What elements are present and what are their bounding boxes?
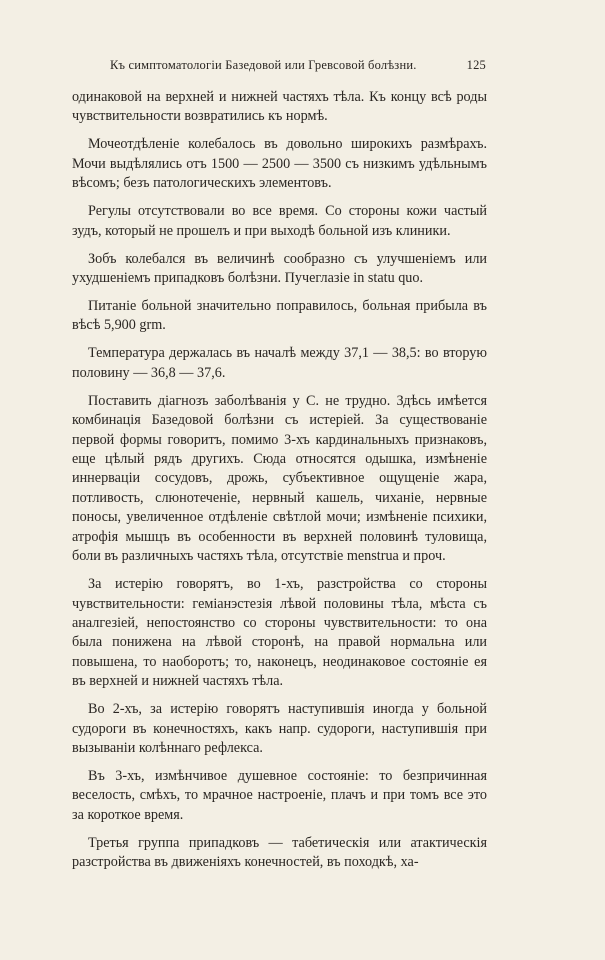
paragraph-hysteria-1: За истерію говорятъ, во 1-хъ, разстройства со стороны чувствительности: геміанэстезія лѣвой половины тѣла, мѣста съ аналгезіей, непостоянство со стороны чувствительности: то она была понижена на лѣвой сторонѣ, на правой нормальна или повышена, то наоборотъ; то, наконецъ, неодинаковое состояніе ея въ верхней и нижней частяхъ тѣла. <box>72 576 487 690</box>
paragraph-diagnosis: Поставить діагнозъ заболѣванія у С. не трудно. Здѣсь имѣется комбинація Базедовой болѣзни съ истеріей. За существованіе первой формы говоритъ, помимо 3-хъ кардинальныхъ признаковъ, еще цѣлый рядъ другихъ. Сюда относятся одышка, измѣненіе иннерваціи сосудовъ, дрожь, субъективное ощущеніе жара, потливость, слюнотеченіе, нервный кашель, чиханіе, нервные поносы, увеличенное отдѣленіе свѣтлой мочи; измѣненіе психики, атрофія мышцъ въ особенности въ верхней половинѣ туловища, боли въ различныхъ частяхъ тѣла, отсутствіе menstrua и проч. <box>72 392 487 565</box>
paragraph-nutrition: Питаніе больной значительно поправилось, больная прибыла въ вѣсѣ 5,900 grm. <box>72 298 487 334</box>
paragraph-urine: Мочеотдѣленіе колебалось въ довольно широкихъ размѣрахъ. Мочи выдѣлялись отъ 1500 — 2500 — 3500 съ низкимъ удѣльнымъ вѣсомъ; безъ патологическихъ элементовъ. <box>72 136 487 192</box>
paragraph-third-group: Третья группа припадковъ — табетическія или атактическія разстройства въ движеніяхъ конечностей, въ походкѣ, ха- <box>72 834 487 871</box>
paragraph-menses-skin: Регулы отсутствовали во все время. Со стороны кожи частый зудъ, который не прошелъ и при выходѣ больной изъ клиники. <box>72 203 487 239</box>
paragraph-temperature: Температура держалась въ началѣ между 37,1 — 38,5: во вторую половину — 36,8 — 37,6. <box>72 345 487 381</box>
page-number: 125 <box>466 58 486 72</box>
paragraph-goiter: Зобъ колебался въ величинѣ сообразно съ улучшеніемъ или ухудшеніемъ припадковъ болѣзни. Пучеглазіе in statu quo. <box>72 250 487 287</box>
running-title: Къ симптоматологіи Базедовой или Гревсовой болѣзни. <box>110 58 417 72</box>
paragraph-hysteria-3: Въ 3-хъ, измѣнчивое душевное состояніе: то безпричинная веселость, смѣхъ, то мрачное настроеніе, плачъ и при томъ все это за короткое время. <box>72 767 487 823</box>
paragraph-continued: одинаковой на верхней и нижней частяхъ тѣла. Къ концу всѣ роды чувствительности возвратились къ нормѣ. <box>72 89 487 125</box>
paragraph-hysteria-2: Во 2-хъ, за истерію говорятъ наступившія иногда у больной судороги въ конечностяхъ, какъ напр. судороги, наступившія при вызываніи колѣннаго рефлекса. <box>72 701 487 756</box>
body-text <box>72 88 487 881</box>
